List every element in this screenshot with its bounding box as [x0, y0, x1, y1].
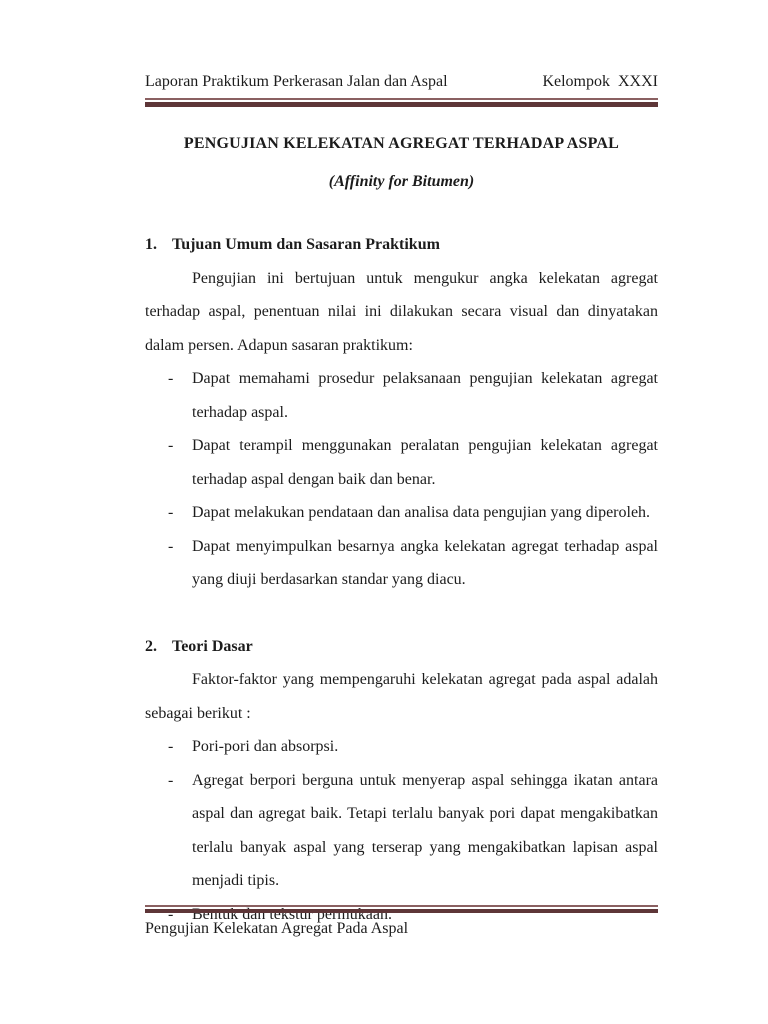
section-2-heading [145, 630, 658, 664]
header-rule [145, 98, 658, 107]
document-title: PENGUJIAN KELEKATAN AGREGAT TERHADAP ASPAL [183, 135, 620, 152]
list-item-text: Dapat menyimpulkan besarnya angka kelekatan agregat terhadap aspal yang diuji berdasarkan standar yang diacu. [192, 537, 658, 588]
list-item [145, 530, 658, 597]
page-header [145, 72, 658, 92]
section-2-heading-text: Teori Dasar [172, 637, 253, 655]
list-item-text: Dapat memahami prosedur pelaksanaan pengujian kelekatan agregat terhadap aspal. [192, 370, 658, 421]
section-2-paragraph: Faktor-faktor yang mempengaruhi kelekatan agregat pada aspal adalah sebagai berikut : [145, 671, 658, 722]
list-item-text: Agregat berpori berguna untuk menyerap aspal sehingga ikatan antara aspal dan agregat baik. Tetapi terlalu banyak pori dapat mengakibatkan terlalu banyak aspal yang terserap yang mengakibatkan lapisan aspal menjadi tipis. [192, 771, 658, 889]
list-item [145, 496, 658, 530]
page-footer [145, 905, 658, 940]
list-item-text: Bentuk dan tekstur permukaan. [192, 905, 392, 923]
bullet-dash: - [168, 905, 174, 923]
bullet-dash: - [168, 437, 174, 454]
section-1-heading-text: Tujuan Umum dan Sasaran Praktikum [172, 236, 440, 253]
list-item [145, 429, 658, 496]
section-1-number: 1. [145, 236, 157, 253]
header-left-text: Laporan Praktikum Perkerasan Jalan dan Aspal [145, 73, 448, 90]
list-item-text: Dapat melakukan pendataan dan analisa data pengujian yang diperoleh. [192, 504, 651, 521]
bullet-dash: - [168, 504, 174, 521]
bullet-dash: - [168, 771, 174, 789]
bullet-dash: - [168, 370, 174, 387]
footer-text: Pengujian Kelekatan Agregat Pada Aspal [145, 920, 409, 937]
section-2-number: 2. [145, 637, 157, 655]
list-item [145, 764, 658, 898]
section-1 [145, 228, 658, 597]
list-item-text: Dapat terampil menggunakan peralatan pengujian kelekatan agregat terhadap aspal dengan baik dan benar. [192, 437, 658, 488]
section-1-heading [145, 228, 658, 262]
document-subtitle: (Affinity for Bitumen) [328, 173, 475, 190]
list-item [145, 730, 658, 764]
list-item-text: Pori-pori dan absorpsi. [192, 738, 339, 755]
bullet-dash: - [168, 537, 174, 555]
section-2 [145, 630, 658, 932]
section-1-paragraph: Pengujian ini bertujuan untuk mengukur angka kelekatan agregat terhadap aspal, penentuan nilai ini dilakukan secara visual dan dinyatakan dalam persen. Adapun sasaran praktikum: [145, 269, 658, 354]
list-item [145, 362, 658, 429]
bullet-dash: - [168, 738, 174, 755]
footer-rule [145, 905, 658, 913]
header-right-text: Kelompok XXXI [542, 73, 658, 90]
